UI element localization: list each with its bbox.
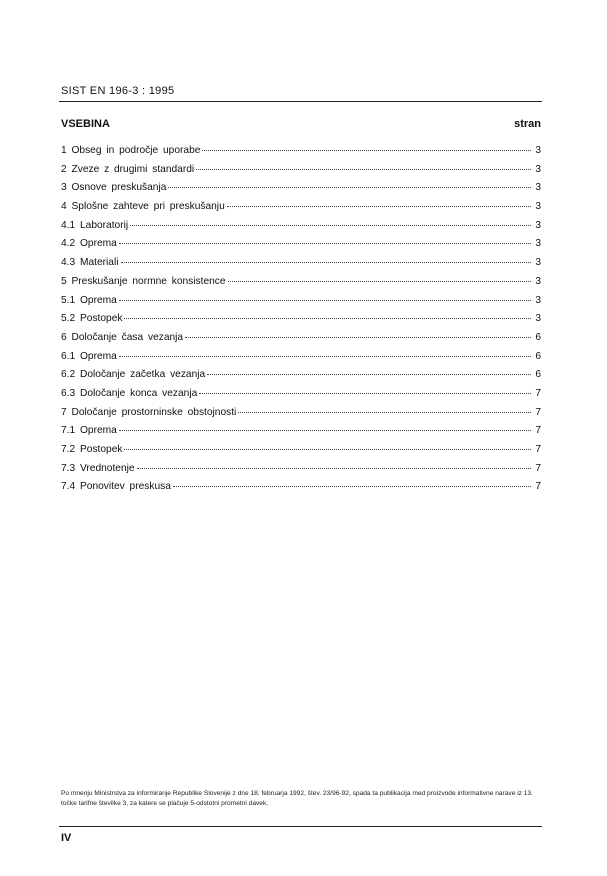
dot-leader [227, 206, 531, 207]
dot-leader [119, 243, 531, 244]
toc-entry-page: 7 [535, 481, 541, 493]
toc-entry-page: 3 [535, 145, 541, 156]
toc-entry[interactable] [61, 425, 541, 444]
toc-entry[interactable] [61, 295, 541, 314]
toc-entry[interactable] [61, 201, 541, 220]
toc-entry-label: 7.2 Postopek [61, 444, 123, 455]
toc-entry[interactable] [61, 351, 541, 370]
toc-entry-label: 2 Zveze z drugimi standardi [61, 163, 195, 175]
toc-entry[interactable] [61, 388, 541, 407]
toc-entry[interactable] [61, 182, 541, 201]
dot-leader [119, 300, 531, 301]
toc-entry-label: 6.1 Oprema [61, 350, 117, 362]
toc-entry-page: 6 [535, 331, 541, 343]
dot-leader [238, 412, 531, 413]
toc-entry-page: 7 [535, 387, 541, 399]
toc-entry-page: 7 [535, 462, 541, 474]
dot-leader [168, 187, 531, 188]
toc-page-column-label: stran [514, 118, 541, 130]
toc-entry-page: 3 [535, 275, 541, 287]
toc-entry-page: 7 [535, 425, 541, 437]
dot-leader [124, 318, 531, 319]
document-header [61, 85, 541, 97]
toc-heading: VSEBINA [61, 118, 110, 130]
toc-entry-label: 5.1 Oprema [61, 294, 117, 306]
toc-entry-label: 6.2 Določanje začetka vezanja [61, 369, 206, 381]
toc-entry[interactable] [61, 257, 541, 276]
toc-entry-label: 4 Splošne zahteve pri preskušanju [61, 201, 225, 213]
toc-entry-label: 7 Določanje prostorninske obstojnosti [61, 406, 237, 418]
toc-entry[interactable] [61, 463, 541, 482]
toc-entry-label: 1 Obseg in področje uporabe [61, 145, 201, 156]
header-divider [59, 101, 542, 102]
dot-leader [196, 169, 531, 170]
toc-entry-label: 7.1 Oprema [61, 425, 117, 437]
toc-entry-page: 3 [535, 238, 541, 250]
dot-leader [130, 225, 531, 226]
toc-entry[interactable] [61, 369, 541, 388]
toc-entry-page: 3 [535, 294, 541, 306]
dot-leader [124, 449, 531, 450]
toc-entry[interactable] [61, 164, 541, 183]
dot-leader [119, 356, 531, 357]
dot-leader [228, 281, 531, 282]
toc-entry-page: 3 [535, 163, 541, 175]
toc-entry-page: 3 [535, 219, 541, 231]
footer-divider [59, 826, 542, 827]
toc-entry-label: 4.3 Materiali [61, 257, 119, 269]
dot-leader [202, 150, 531, 151]
toc-entry-page: 3 [535, 182, 541, 194]
toc-entry-page: 3 [535, 257, 541, 269]
toc-entry[interactable] [61, 481, 541, 500]
toc-entry[interactable] [61, 407, 541, 426]
toc-entry[interactable] [61, 238, 541, 257]
toc-entry[interactable] [61, 444, 541, 463]
toc-entry-page: 3 [535, 313, 541, 325]
dot-leader [119, 430, 531, 431]
dot-leader [137, 468, 531, 469]
toc-entry-label: 7.4 Ponovitev preskusa [61, 481, 171, 493]
toc-entry-page: 7 [535, 406, 541, 418]
toc-entry[interactable] [61, 332, 541, 351]
toc-entry-label: 3 Osnove preskušanja [61, 182, 167, 194]
toc-entry-label: 6.3 Določanje konca vezanja [61, 387, 198, 399]
toc-entry-label: 4.1 Laboratorij [61, 219, 129, 231]
dot-leader [199, 393, 531, 394]
toc-entry-label: 7.3 Vrednotenje [61, 462, 135, 474]
toc-entry-page: 6 [535, 350, 541, 362]
toc-entry-label: 6 Določanje časa vezanja [61, 331, 184, 343]
toc-entry-label: 5.2 Postopek [61, 313, 123, 325]
page-number: IV [61, 832, 72, 844]
dot-leader [207, 374, 531, 375]
toc-entry[interactable] [61, 145, 541, 164]
toc-entry[interactable] [61, 313, 541, 332]
toc-entry-page: 3 [535, 201, 541, 213]
toc-entry-page: 6 [535, 369, 541, 381]
toc-entry-page: 7 [535, 444, 541, 455]
toc-entry-label: 4.2 Oprema [61, 238, 117, 250]
toc-entry-label: 5 Preskušanje normne konsistence [61, 275, 226, 287]
dot-leader [121, 262, 532, 263]
table-of-contents [61, 145, 541, 500]
dot-leader [185, 337, 531, 338]
dot-leader [173, 486, 531, 487]
toc-entry[interactable] [61, 220, 541, 239]
toc-entry[interactable] [61, 276, 541, 295]
standard-id: SIST EN 196-3 : 1995 [61, 85, 175, 97]
footnote: Po mnenju Ministrstva za informiranje Republike Slovenije z dne 18. februarja 1992, štev. 23/96-92, spada ta publikacija med proizvode informativne narave iz 13. točke tarifne številke 3, za katere se plačuje 5-odstotni prometni davek. [61, 790, 533, 807]
